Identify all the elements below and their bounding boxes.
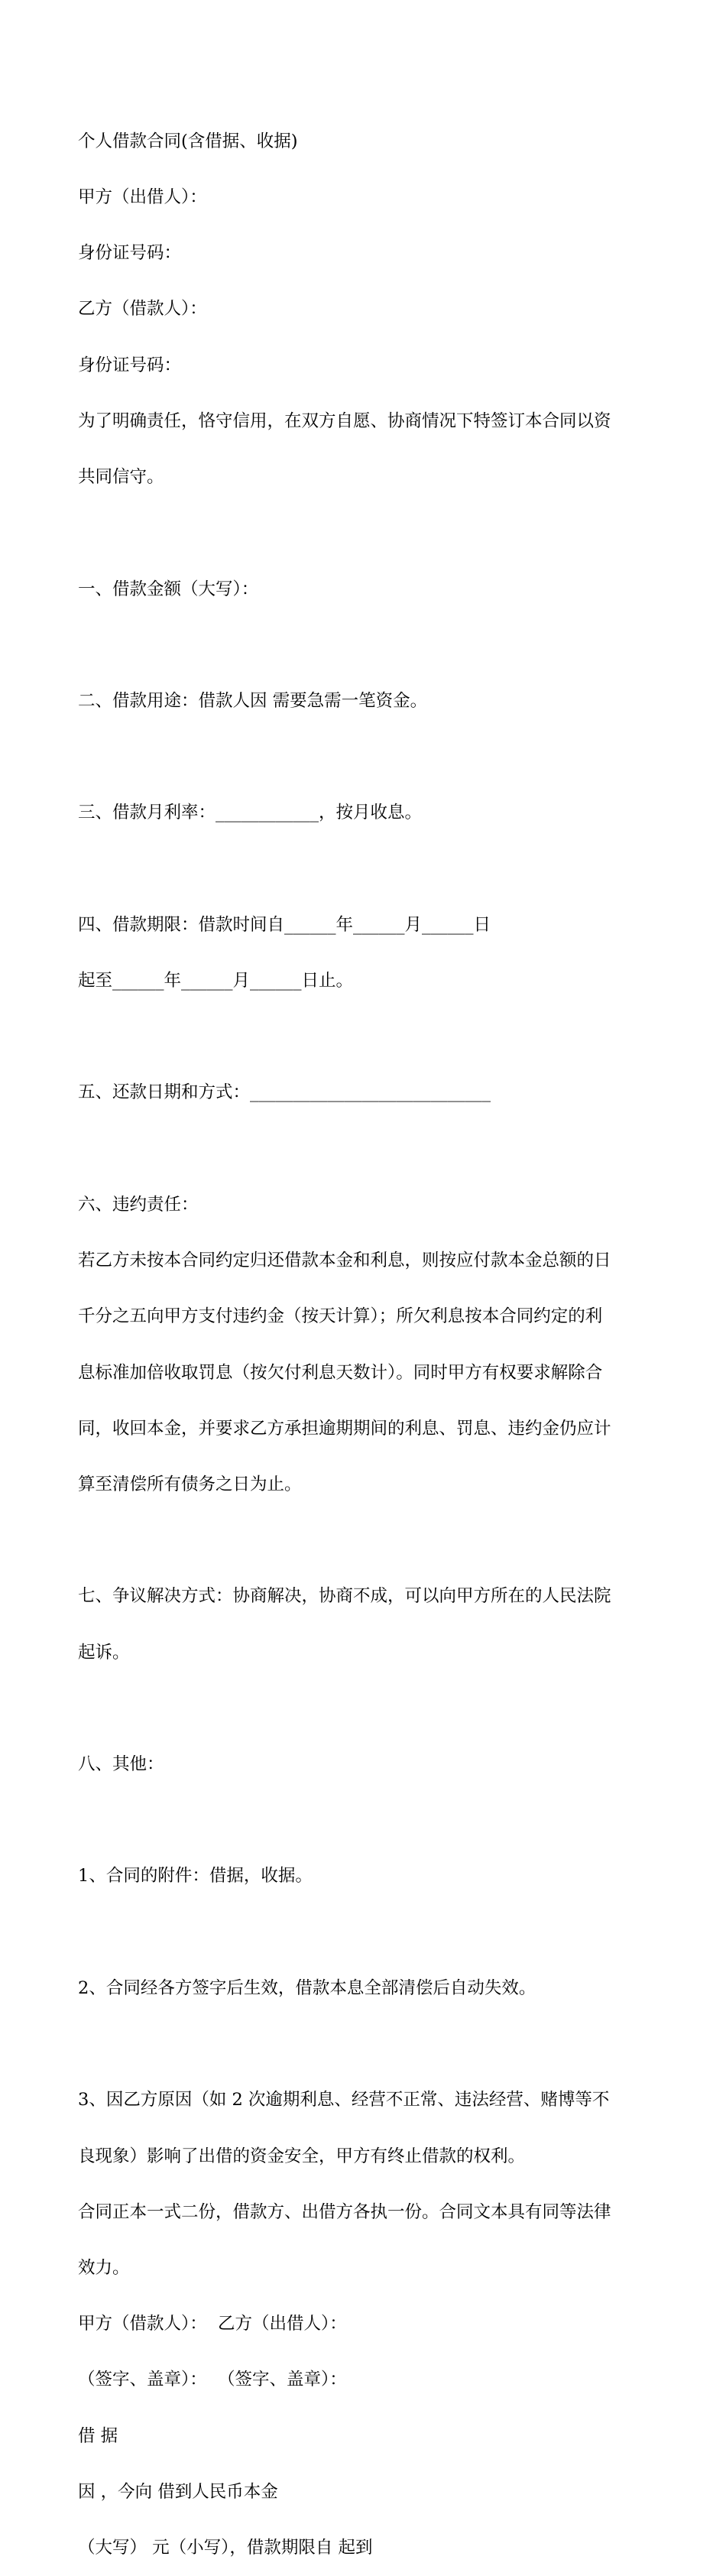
blank-line (78, 860, 653, 878)
clause-7-dispute-line-2: 起诉。 (78, 1642, 130, 1663)
blank-line (78, 1923, 653, 1942)
blank-line (78, 1699, 653, 1718)
clause-8-item-3-line-1: 3、因乙方原因（如 2 次逾期利息、经营不正常、违法经营、赌博等不 (78, 2090, 610, 2110)
clause-6-text-line-2: 千分之五向甲方支付违约金（按天计算）；所欠利息按本合同约定的利 (78, 1306, 603, 1327)
copies-line-2: 效力。 (78, 2257, 130, 2278)
lender-id-label: 身份证号码： (78, 243, 182, 264)
clause-6-text-line-1: 若乙方未按本合同约定归还借款本金和利息，则按应付款本金总额的日 (78, 1251, 611, 1271)
clause-6-text-line-4: 同，收回本金，并要求乙方承担逾期期间的利息、罚息、违约金仍应计 (78, 1418, 611, 1439)
iou-title: 借 据 (78, 2425, 118, 2446)
doc-title: 个人借款合同(含借据、收据) (78, 131, 298, 151)
iou-line-2: （大写） 元（小写），借款期限自 起到 (78, 2538, 373, 2558)
iou-line-1: 因 ，今向 借到人民币本金 (78, 2481, 278, 2502)
blank-line (78, 1027, 653, 1046)
clause-7-dispute-line-1: 七、争议解决方式：协商解决，协商不成，可以向甲方所在的人民法院 (78, 1586, 611, 1607)
document-body (78, 95, 653, 2576)
signature-seal: （签字、盖章）： （签字、盖章）： (78, 2370, 347, 2390)
clause-2-purpose: 二、借款用途：借款人因 需要急需一笔资金。 (78, 690, 428, 711)
blank-line (78, 1811, 653, 1829)
clause-5-repayment: 五、还款日期和方式：____________________________ (78, 1082, 491, 1103)
clause-1-amount: 一、借款金额（大写）： (78, 579, 259, 599)
signature-parties: 甲方（借款人）： 乙方（出借人）： (78, 2314, 347, 2334)
preamble-line-1: 为了明确责任，恪守信用，在双方自愿、协商情况下特签订本合同以资 (78, 410, 611, 431)
blank-line (78, 1140, 653, 1158)
clause-8-item-1: 1、合同的附件：借据，收据。 (78, 1866, 313, 1887)
clause-6-text-line-3: 息标准加倍收取罚息（按欠付利息天数计）。同时甲方有权要求解除合 (78, 1362, 603, 1383)
clause-6-text-line-5: 算至清偿所有债务之日为止。 (78, 1474, 302, 1494)
clause-6-heading: 六、违约责任： (78, 1194, 199, 1215)
borrower-label: 乙方（借款人）： (78, 299, 207, 320)
preamble-line-2: 共同信守。 (78, 467, 164, 488)
copies-line-1: 合同正本一式二份，借款方、出借方各执一份。合同文本具有同等法律 (78, 2201, 611, 2222)
clause-8-item-2: 2、合同经各方签字后生效，借款本息全部清偿后自动失效。 (78, 1977, 536, 1998)
borrower-id-label: 身份证号码： (78, 355, 182, 375)
blank-line (78, 524, 653, 542)
clause-8-item-3-line-2: 良现象）影响了出借的资金安全，甲方有终止借款的权利。 (78, 2146, 526, 2166)
blank-line (78, 748, 653, 766)
blank-line (78, 2035, 653, 2053)
clause-4-term-line-1: 四、借款期限：借款时间自______年______月______日 (78, 914, 491, 935)
clause-3-rate: 三、借款月利率：____________，按月收息。 (78, 803, 423, 823)
lender-label: 甲方（出借人）： (78, 187, 207, 208)
clause-8-heading: 八、其他： (78, 1754, 164, 1775)
blank-line (78, 636, 653, 654)
blank-line (78, 1531, 653, 1549)
clause-4-term-line-2: 起至______年______月______日止。 (78, 971, 354, 991)
